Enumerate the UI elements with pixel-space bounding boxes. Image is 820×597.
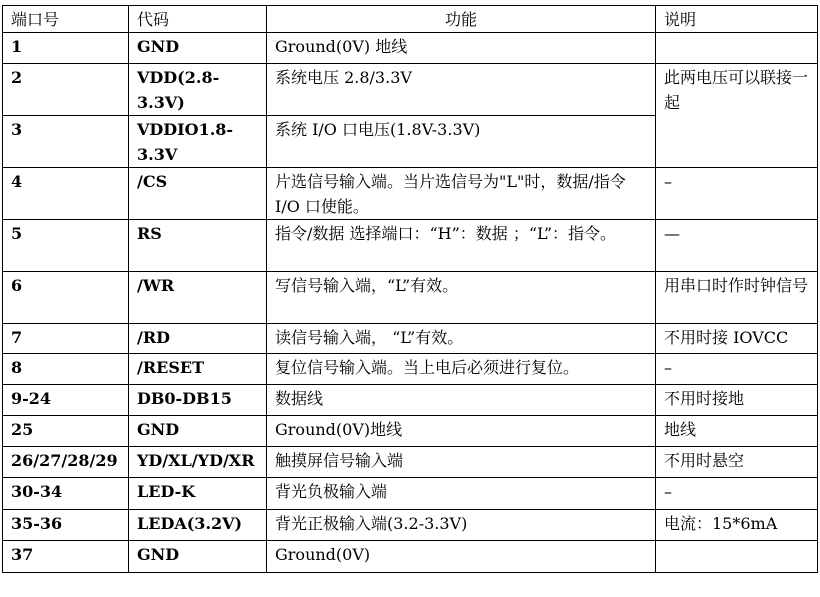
cell-code: RS bbox=[129, 220, 267, 272]
cell-pin: 4 bbox=[3, 168, 129, 220]
header-function: 功能 bbox=[267, 6, 656, 33]
table-row bbox=[3, 168, 818, 220]
cell-function: 读信号输入端， “L”有效。 bbox=[267, 324, 656, 354]
table-row bbox=[3, 324, 818, 354]
table-row bbox=[3, 385, 818, 416]
cell-pin: 9-24 bbox=[3, 385, 129, 416]
cell-note: – bbox=[656, 354, 818, 385]
cell-note: 不用时接 IOVCC bbox=[656, 324, 818, 354]
header-code: 代码 bbox=[129, 6, 267, 33]
cell-pin: 35-36 bbox=[3, 510, 129, 541]
header-note: 说明 bbox=[656, 6, 818, 33]
cell-function: 背光负极输入端 bbox=[267, 478, 656, 510]
table-row bbox=[3, 33, 818, 64]
cell-note: – bbox=[656, 478, 818, 510]
cell-code: YD/XL/YD/XR bbox=[129, 447, 267, 478]
cell-code: LEDA(3.2V) bbox=[129, 510, 267, 541]
cell-pin: 26/27/28/29 bbox=[3, 447, 129, 478]
cell-code: /WR bbox=[129, 272, 267, 324]
cell-function: Ground(0V) 地线 bbox=[267, 33, 656, 64]
cell-function: Ground(0V) bbox=[267, 541, 656, 573]
cell-function: 系统电压 2.8/3.3V bbox=[267, 64, 656, 116]
cell-pin: 3 bbox=[3, 116, 129, 168]
cell-code: DB0-DB15 bbox=[129, 385, 267, 416]
table-row bbox=[3, 354, 818, 385]
cell-function: 背光正极输入端(3.2-3.3V) bbox=[267, 510, 656, 541]
cell-pin: 8 bbox=[3, 354, 129, 385]
cell-note: — bbox=[656, 220, 818, 272]
cell-function: 片选信号输入端。当片选信号为"L"时，数据/指令 I/O 口使能。 bbox=[267, 168, 656, 220]
cell-function: 指令/数据 选择端口：“H”：数据 ；“L”：指令。 bbox=[267, 220, 656, 272]
table-row bbox=[3, 478, 818, 510]
cell-code: LED-K bbox=[129, 478, 267, 510]
cell-pin: 6 bbox=[3, 272, 129, 324]
cell-note: 不用时接地 bbox=[656, 385, 818, 416]
cell-note bbox=[656, 541, 818, 573]
cell-function: 系统 I/O 口电压(1.8V-3.3V) bbox=[267, 116, 656, 168]
table-row bbox=[3, 447, 818, 478]
cell-code: /RESET bbox=[129, 354, 267, 385]
cell-code: /CS bbox=[129, 168, 267, 220]
cell-code: VDDIO1.8-3.3V bbox=[129, 116, 267, 168]
cell-note: 此两电压可以联接一起 bbox=[656, 64, 818, 168]
cell-pin: 7 bbox=[3, 324, 129, 354]
cell-function: 数据线 bbox=[267, 385, 656, 416]
table-row bbox=[3, 510, 818, 541]
cell-note: 电流：15*6mA bbox=[656, 510, 818, 541]
cell-function: 复位信号输入端。当上电后必须进行复位。 bbox=[267, 354, 656, 385]
table-row bbox=[3, 416, 818, 447]
table-row bbox=[3, 64, 818, 116]
cell-pin: 5 bbox=[3, 220, 129, 272]
cell-code: GND bbox=[129, 33, 267, 64]
cell-pin: 2 bbox=[3, 64, 129, 116]
cell-note bbox=[656, 33, 818, 64]
cell-note: 不用时悬空 bbox=[656, 447, 818, 478]
cell-note: 地线 bbox=[656, 416, 818, 447]
table-header-row bbox=[3, 6, 818, 33]
cell-code: GND bbox=[129, 416, 267, 447]
cell-pin: 37 bbox=[3, 541, 129, 573]
cell-function: 触摸屏信号输入端 bbox=[267, 447, 656, 478]
pin-definition-table bbox=[2, 5, 818, 573]
cell-note: – bbox=[656, 168, 818, 220]
cell-function: 写信号输入端，“L”有效。 bbox=[267, 272, 656, 324]
table-row bbox=[3, 541, 818, 573]
table-row bbox=[3, 272, 818, 324]
cell-code: VDD(2.8-3.3V) bbox=[129, 64, 267, 116]
cell-note: 用串口时作时钟信号 bbox=[656, 272, 818, 324]
cell-code: GND bbox=[129, 541, 267, 573]
cell-pin: 30-34 bbox=[3, 478, 129, 510]
cell-pin: 25 bbox=[3, 416, 129, 447]
header-pin: 端口号 bbox=[3, 6, 129, 33]
cell-pin: 1 bbox=[3, 33, 129, 64]
cell-code: /RD bbox=[129, 324, 267, 354]
table-row bbox=[3, 220, 818, 272]
cell-function: Ground(0V)地线 bbox=[267, 416, 656, 447]
